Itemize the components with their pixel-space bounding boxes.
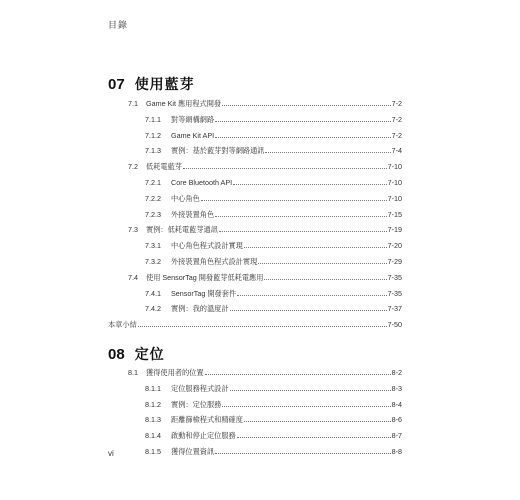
chapter-title: 定位: [134, 346, 165, 362]
toc-entry-number: 8.1.5: [145, 447, 161, 456]
dot-leader: [264, 279, 386, 280]
chapter-heading-7: [108, 74, 195, 94]
running-header: 目錄: [108, 20, 129, 30]
toc-entry-title: 獲得位置資訊: [171, 447, 215, 456]
dot-leader: [222, 406, 390, 407]
toc-entry: [108, 207, 402, 219]
toc-entry-page: 7-2: [391, 130, 402, 140]
toc-entry-number: 7.3.1: [145, 241, 161, 251]
toc-entry: [108, 428, 402, 440]
toc-entry-number: 8.1.3: [145, 415, 161, 425]
toc-entry-page: 7-35: [387, 288, 402, 298]
toc-entry-page: 8-3: [391, 383, 402, 393]
toc-entry-number: 8.1.1: [145, 383, 161, 393]
dot-leader: [258, 263, 386, 264]
toc-entry: [108, 286, 402, 298]
dot-leader: [237, 295, 387, 296]
toc-entry-title: 中心角色程式設計實現: [171, 241, 243, 251]
toc-entry: [108, 317, 402, 329]
toc-entry: [108, 301, 402, 313]
toc-entry-number: 7.2.3: [145, 209, 161, 219]
toc-entry-title: 外接裝置角色程式設計實現: [171, 257, 258, 266]
toc-entry-number: 7.2: [128, 162, 138, 172]
toc-entry-title: 使用 SensorTag 開發藍芽低耗電應用: [146, 272, 264, 282]
toc-entry-page: 7-2: [391, 114, 402, 124]
toc-entry-title: Game Kit 應用程式開發: [146, 99, 222, 108]
dot-leader: [215, 453, 390, 454]
toc-entry-number: 7.3.2: [145, 257, 161, 266]
toc-entry-page: 7-35: [387, 272, 402, 282]
page-number: vi: [108, 449, 114, 458]
toc-entry-number: 7.4.1: [145, 288, 161, 298]
toc-entry-title: 對等網構網路: [171, 114, 215, 124]
toc-entry-title: SensorTag 開發套件: [171, 288, 237, 298]
dot-leader: [219, 231, 387, 232]
toc-entry-page: 7-20: [387, 241, 402, 251]
dot-leader: [230, 390, 391, 391]
dot-leader: [233, 184, 386, 185]
dot-leader: [222, 105, 391, 106]
toc-entry-title: 定位服務程式設計: [171, 383, 229, 393]
toc-entry-number: 8.1.2: [145, 399, 161, 409]
toc-entry-page: 8-7: [391, 431, 402, 441]
toc-entry-page: 7-10: [387, 193, 402, 203]
toc-entry-page: 7-10: [387, 162, 402, 172]
toc-entry: [108, 381, 402, 393]
toc-entry-page: 7-10: [387, 178, 402, 187]
toc-entry-title: 低耗電藍芽: [146, 162, 182, 172]
toc-entry-title: 實例：定位服務: [171, 399, 222, 409]
toc-entry: [108, 238, 402, 250]
toc-entry-title: 本章小結: [108, 320, 137, 330]
toc-entry: [108, 191, 402, 203]
toc-entry-page: 7-50: [387, 320, 402, 330]
dot-leader: [215, 121, 390, 122]
toc-entry-title: 啟動和停止定位服務: [171, 431, 236, 441]
chapter-heading-8: [108, 344, 165, 364]
toc-entry-page: 8-4: [391, 399, 402, 409]
dot-leader: [244, 247, 387, 248]
toc-entry-title: 實例：基於藍芽對等網路通訊: [171, 146, 265, 156]
toc-entry: [108, 444, 402, 456]
toc-entry-number: 7.4.2: [145, 304, 161, 314]
toc-entry: [108, 270, 402, 282]
toc-entry: [108, 254, 402, 266]
dot-leader: [237, 437, 391, 438]
dot-leader: [265, 152, 390, 153]
toc-entry-title: 外接裝置角色: [171, 209, 215, 219]
toc-entry: [108, 112, 402, 124]
toc-entry-page: 8-2: [391, 368, 402, 377]
toc-entry: [108, 365, 402, 377]
toc-entry-page: 7-37: [387, 304, 402, 314]
toc-entry-number: 7.1.3: [145, 146, 161, 156]
toc-entry-page: 7-19: [387, 225, 402, 235]
toc-entry: [108, 175, 402, 187]
dot-leader: [244, 421, 391, 422]
toc-entry-number: 7.1: [128, 99, 138, 108]
dot-leader: [205, 374, 391, 375]
toc-entry-number: 8.1: [128, 368, 138, 377]
toc-entry-number: 7.1.2: [145, 130, 161, 140]
toc-entry-page: 8-6: [391, 415, 402, 425]
toc-entry: [108, 143, 402, 155]
toc-entry-number: 7.1.1: [145, 114, 161, 124]
dot-leader: [215, 137, 390, 138]
dot-leader: [138, 326, 387, 327]
toc-entry-title: Game Kit API: [171, 130, 215, 140]
toc-entry: [108, 397, 402, 409]
toc-entry: [108, 412, 402, 424]
toc-entry-title: 實例：我的溫度計: [171, 304, 229, 314]
dot-leader: [230, 310, 387, 311]
dot-leader: [215, 216, 386, 217]
toc-entry: [108, 159, 402, 171]
toc-entry-number: 7.3: [128, 225, 138, 235]
dot-leader: [183, 168, 387, 169]
dot-leader: [201, 200, 387, 201]
toc-entry-title: 實例：低耗電藍芽通訊: [146, 225, 218, 235]
toc-entry: [108, 222, 402, 234]
toc-entry-page: 7-29: [387, 257, 402, 266]
chapter-title: 使用藍芽: [134, 76, 195, 92]
toc-entry-page: 7-2: [391, 99, 402, 108]
toc-entry-page: 8-8: [391, 447, 402, 456]
toc-entry-number: 8.1.4: [145, 431, 161, 441]
chapter-number: 07: [108, 76, 125, 93]
toc-entry-title: Core Bluetooth API: [171, 178, 233, 187]
toc-entry-page: 7-15: [387, 209, 402, 219]
toc-entry: [108, 128, 402, 140]
toc-entry-number: 7.2.2: [145, 193, 161, 203]
toc-entry-title: 距離篩檢程式和精確度: [171, 415, 243, 425]
toc-entry-title: 中心角色: [171, 193, 200, 203]
toc-entry-title: 獲得使用者的位置: [146, 368, 204, 377]
toc-entry-number: 7.2.1: [145, 178, 161, 187]
chapter-number: 08: [108, 346, 125, 363]
toc-entry-page: 7-4: [391, 146, 402, 156]
toc-entry-number: 7.4: [128, 272, 138, 282]
toc-entry: [108, 96, 402, 108]
